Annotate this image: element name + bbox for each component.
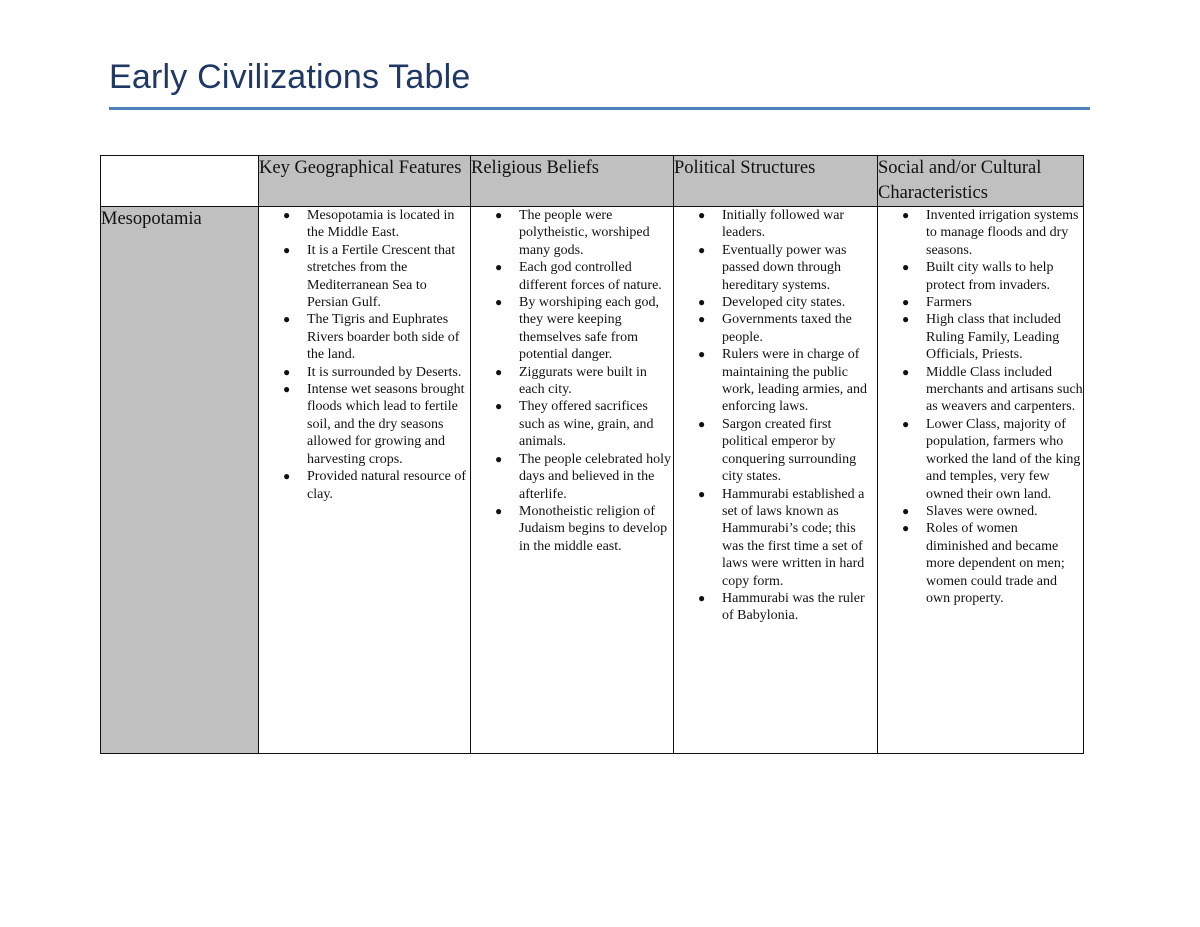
list-item [902, 520, 1083, 607]
list-item [902, 294, 1083, 311]
header-corner-cell [101, 156, 259, 207]
list-item-text: Mesopotamia is located in the Middle East. [307, 208, 455, 241]
list-item-text: Provided natural resource of clay. [307, 469, 466, 502]
list-item [902, 364, 1083, 416]
bullet-icon: ● [698, 416, 706, 431]
bullet-icon: ● [283, 469, 291, 484]
page-title: Early Civilizations Table [109, 58, 471, 96]
bullet-list [471, 207, 673, 555]
list-item-text: Built city walls to help protect from invaders. [926, 260, 1054, 293]
list-item [698, 590, 877, 625]
cell-politics [674, 207, 878, 754]
list-item [902, 311, 1083, 363]
header-religious-beliefs: Religious Beliefs [471, 156, 674, 207]
list-item-text: Initially followed war leaders. [722, 208, 845, 241]
cell-religion [471, 207, 674, 754]
bullet-list [878, 207, 1083, 607]
list-item-text: Governments taxed the people. [722, 312, 852, 345]
list-item [495, 294, 673, 364]
bullet-icon: ● [902, 312, 910, 327]
list-item-text: Lower Class, majority of population, farmers who worked the land of the king and temples, very few owned their own land. [926, 416, 1081, 502]
list-item-text: Invented irrigation systems to manage floods and dry seasons. [926, 208, 1079, 258]
bullet-icon: ● [698, 590, 706, 605]
list-item-text: Middle Class included merchants and artisans such as weavers and carpenters. [926, 364, 1083, 415]
list-item [495, 364, 673, 399]
bullet-icon: ● [283, 364, 291, 379]
bullet-icon: ● [283, 312, 291, 327]
civilizations-table [100, 155, 1084, 754]
cell-social-culture [878, 207, 1084, 754]
list-item [698, 416, 877, 486]
bullet-icon: ● [495, 295, 503, 310]
bullet-icon: ● [698, 486, 706, 501]
row-label-mesopotamia: Mesopotamia [101, 207, 259, 754]
bullet-icon: ● [495, 399, 503, 414]
bullet-icon: ● [283, 382, 291, 397]
list-item-text: Hammurabi was the ruler of Babylonia. [722, 590, 865, 624]
list-item [495, 207, 673, 259]
list-item [495, 259, 673, 294]
bullet-icon: ● [902, 416, 910, 431]
bullet-icon: ● [698, 347, 706, 362]
list-item-text: Eventually power was passed down through hereditary systems. [722, 242, 847, 293]
list-item [902, 207, 1083, 259]
list-item [495, 451, 673, 503]
list-item [902, 259, 1083, 294]
list-item [495, 503, 673, 555]
bullet-icon: ● [902, 208, 910, 222]
list-item-text: Slaves were owned. [926, 503, 1038, 519]
bullet-list [674, 207, 877, 625]
list-item [698, 346, 877, 416]
header-political-structures: Political Structures [674, 156, 878, 207]
bullet-icon: ● [698, 242, 706, 257]
list-item-text: Intense wet seasons brought floods which lead to fertile soil, and the dry seasons allowed for growing and harvesting crops. [307, 382, 465, 467]
list-item-text: It is surrounded by Deserts. [307, 364, 462, 380]
title-underline [109, 107, 1090, 110]
list-item-text: Monotheistic religion of Judaism begins to develop in the middle east. [519, 503, 668, 554]
table-header-row [101, 156, 1084, 207]
bullet-icon: ● [902, 364, 910, 379]
list-item-text: Developed city states. [722, 295, 846, 311]
list-item [698, 207, 877, 242]
list-item [698, 311, 877, 346]
bullet-icon: ● [495, 451, 503, 466]
list-item [283, 311, 470, 363]
list-item [283, 207, 470, 242]
list-item-text: Each god controlled different forces of nature. [519, 260, 662, 293]
bullet-icon: ● [902, 521, 910, 536]
list-item-text: Ziggurats were built in each city. [519, 364, 647, 398]
header-social-cultural-characteristics: Social and/or Cultural Characteristics [878, 156, 1084, 207]
bullet-icon: ● [495, 208, 503, 222]
bullet-icon: ● [902, 295, 910, 310]
list-item-text: The people were polytheistic, worshiped many gods. [519, 208, 650, 258]
list-item [283, 381, 470, 468]
list-item [902, 416, 1083, 503]
list-item-text: High class that included Ruling Family, Leading Officials, Priests. [926, 312, 1061, 363]
bullet-icon: ● [698, 295, 706, 310]
bullet-icon: ● [902, 260, 910, 275]
list-item [283, 468, 470, 503]
bullet-icon: ● [283, 208, 291, 222]
list-item-text: Rulers were in charge of maintaining the public work, leading armies, and enforcing laws. [722, 347, 868, 415]
list-item-text: Farmers [926, 295, 972, 311]
cell-geography [259, 207, 471, 754]
list-item [698, 486, 877, 590]
list-item-text: The Tigris and Euphrates Rivers boarder both side of the land. [307, 312, 460, 363]
list-item [495, 398, 673, 450]
list-item [283, 364, 470, 381]
bullet-list [259, 207, 470, 503]
list-item-text: It is a Fertile Crescent that stretches from the Mediterranean Sea to Persian Gulf. [307, 242, 456, 311]
list-item [902, 503, 1083, 520]
bullet-icon: ● [902, 503, 910, 518]
bullet-icon: ● [698, 208, 706, 222]
table-row-mesopotamia [101, 207, 1084, 754]
list-item-text: The people celebrated holy days and believed in the afterlife. [519, 451, 671, 502]
bullet-icon: ● [495, 260, 503, 275]
bullet-icon: ● [495, 503, 503, 518]
list-item-text: Sargon created first political emperor by conquering surrounding city states. [722, 416, 857, 485]
bullet-icon: ● [283, 242, 291, 257]
list-item-text: Roles of women diminished and became more dependent on men; women could trade and own property. [926, 521, 1065, 606]
list-item [698, 242, 877, 294]
header-key-geographical-features: Key Geographical Features [259, 156, 471, 207]
list-item [698, 294, 877, 311]
list-item-text: Hammurabi established a set of laws known as Hammurabi’s code; this was the first time a set of laws were written in hard copy form. [722, 486, 865, 589]
bullet-icon: ● [698, 312, 706, 327]
bullet-icon: ● [495, 364, 503, 379]
list-item-text: By worshiping each god, they were keeping themselves safe from potential danger. [519, 295, 659, 363]
list-item-text: They offered sacrifices such as wine, grain, and animals. [519, 399, 654, 450]
list-item [283, 242, 470, 312]
